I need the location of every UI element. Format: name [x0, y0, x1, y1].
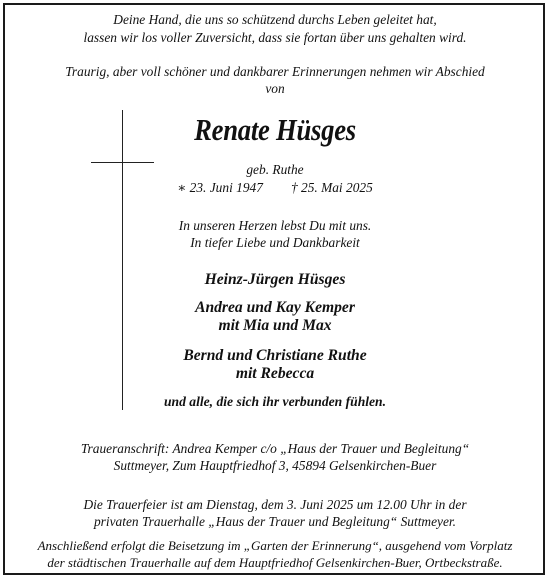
life-dates [0, 180, 550, 196]
motto-line-2: In tiefer Liebe und Dankbarkeit [190, 235, 360, 250]
address-line-2: Suttmeyer, Zum Hauptfriedhof 3, 45894 Gelsenkirchen-Buer [113, 458, 437, 473]
birth-name: geb. Ruthe [246, 162, 304, 177]
family-member-2-line-1: Andrea und Kay Kemper [195, 299, 355, 316]
birth-star-icon: ∗ [177, 180, 187, 195]
motto-line-1: In unseren Herzen lebst Du mit uns. [178, 218, 372, 233]
ceremony-line-2: privaten Trauerhalle „Haus der Trauer und Begleitung“ Suttmeyer. [93, 514, 457, 529]
family-member-2-line-2: mit Mia und Max [218, 317, 332, 334]
death-cross-icon: † [290, 180, 298, 195]
death-date: 25. Mai 2025 [301, 180, 373, 195]
ceremony-line-4: der städtischen Trauerhalle auf dem Hauptfriedhof Gelsenkirchen-Buer, Ortbeckstraße. [47, 555, 503, 570]
intro-line-1: Traurig, aber voll schöner und dankbarer Erinnerungen nehmen wir Abschied [65, 64, 485, 79]
ceremony-line-3: Anschließend erfolgt die Beisetzung im „Garten der Erinnerung“, ausgehend vom Vorplatz [37, 538, 513, 553]
family-member-1: Heinz-Jürgen Hüsges [204, 271, 346, 288]
birth-date: 23. Juni 1947 [189, 180, 263, 195]
ceremony-line-1: Die Trauerfeier ist am Dienstag, dem 3. Juni 2025 um 12.00 Uhr in der [83, 497, 467, 512]
family-member-3-line-2: mit Rebecca [235, 365, 315, 382]
poem-line-2: lassen wir los voller Zuversicht, dass sie fortan über uns gehalten wird. [83, 30, 467, 45]
deceased-name: Renate Hüsges [194, 112, 356, 147]
family-member-3-line-1: Bernd und Christiane Ruthe [183, 347, 367, 364]
intro-line-2: von [265, 81, 285, 96]
poem-line-1: Deine Hand, die uns so schützend durchs Leben geleitet hat, [113, 12, 437, 27]
family-closing: und alle, die sich ihr verbunden fühlen. [163, 394, 387, 409]
address-line-1: Traueranschrift: Andrea Kemper c/o „Haus der Trauer und Begleitung“ [80, 441, 470, 456]
